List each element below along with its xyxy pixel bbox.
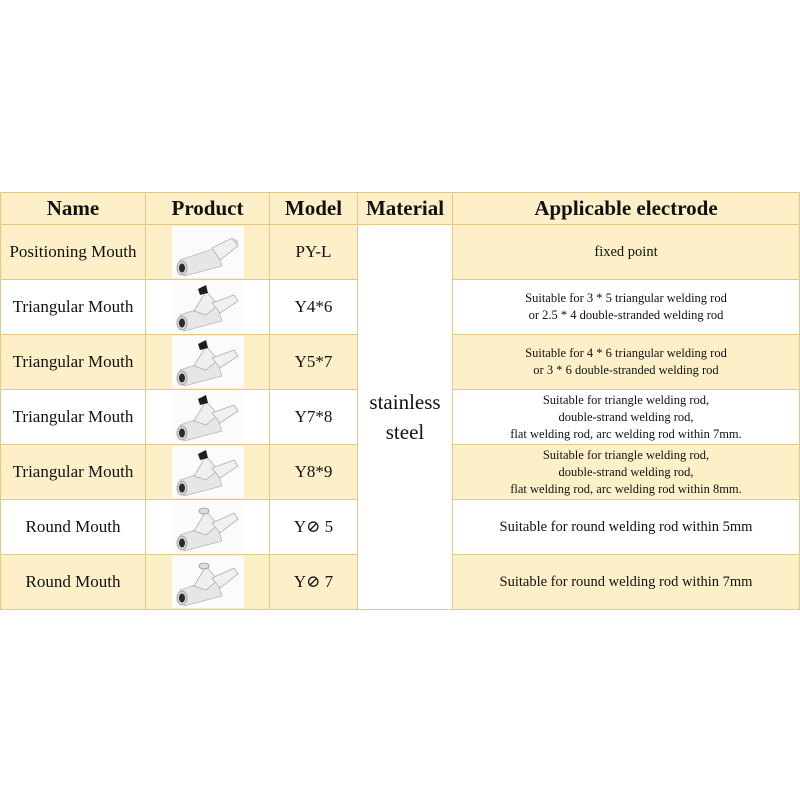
cell-model: Y5*7 [270,335,358,390]
cell-product [146,335,270,390]
header-applicable-electrode: Applicable electrode [453,193,800,225]
cell-product [146,555,270,610]
round-nozzle-icon [172,501,244,553]
electrode-text-line: or 3 * 6 double-stranded welding rod [533,363,719,377]
cell-name: Triangular Mouth [1,390,146,445]
cell-model: Y⊘ 5 [270,500,358,555]
cell-material [358,225,453,610]
product-photo [172,336,244,388]
cell-model: Y8*9 [270,445,358,500]
product-photo [172,501,244,553]
triangle-nozzle-icon [172,281,244,333]
product-photo [172,391,244,443]
cell-applicable-electrode [453,445,800,500]
electrode-text-line: Suitable for round welding rod within 7mm [499,573,753,590]
electrode-text-line: Suitable for triangle welding rod, [542,447,710,462]
cell-product [146,500,270,555]
cell-name: Triangular Mouth [1,280,146,335]
cell-applicable-electrode [453,555,800,610]
electrode-text-line: fixed point [594,243,658,260]
cell-product [146,445,270,500]
cell-applicable-electrode [453,225,800,280]
electrode-text-line: Suitable for round welding rod within 5mm [499,518,753,535]
header-row [1,193,800,225]
welding-nozzle-spec-table [0,192,800,610]
header-name: Name [1,193,146,225]
cell-model: Y7*8 [270,390,358,445]
round-nozzle-icon [172,556,244,608]
product-photo [172,226,244,278]
triangle-nozzle-icon [172,391,244,443]
cell-applicable-electrode [453,500,800,555]
cell-model: Y4*6 [270,280,358,335]
cell-applicable-electrode [453,390,800,445]
header-product: Product [146,193,270,225]
product-photo [172,281,244,333]
electrode-text-line: double-strand welding rod, [558,409,694,424]
header-model: Model [270,193,358,225]
triangle-nozzle-icon [172,336,244,388]
cell-product [146,390,270,445]
material-line: steel [385,420,425,444]
product-photo [172,556,244,608]
electrode-text-line: Suitable for 3 * 5 triangular welding rod [525,291,727,305]
table-row [1,225,800,280]
cell-name: Positioning Mouth [1,225,146,280]
electrode-text-line: flat welding rod, arc welding rod within 7mm. [510,426,742,441]
cell-name: Round Mouth [1,555,146,610]
electrode-text-line: Suitable for triangle welding rod, [542,392,710,407]
cell-name: Round Mouth [1,500,146,555]
electrode-text-line: double-strand welding rod, [558,464,694,479]
cell-name: Triangular Mouth [1,445,146,500]
electrode-text-line: flat welding rod, arc welding rod within 8mm. [510,481,742,496]
product-photo [172,446,244,498]
electrode-text-line: or 2.5 * 4 double-stranded welding rod [528,308,724,322]
electrode-text-line: Suitable for 4 * 6 triangular welding rod [525,346,727,360]
flat-nozzle-icon [172,226,244,278]
cell-model: Y⊘ 7 [270,555,358,610]
header-material: Material [358,193,453,225]
cell-applicable-electrode [453,280,800,335]
triangle-nozzle-icon [172,446,244,498]
cell-applicable-electrode [453,335,800,390]
material-line: stainless [369,390,441,414]
cell-model: PY-L [270,225,358,280]
cell-product [146,225,270,280]
cell-name: Triangular Mouth [1,335,146,390]
cell-product [146,280,270,335]
